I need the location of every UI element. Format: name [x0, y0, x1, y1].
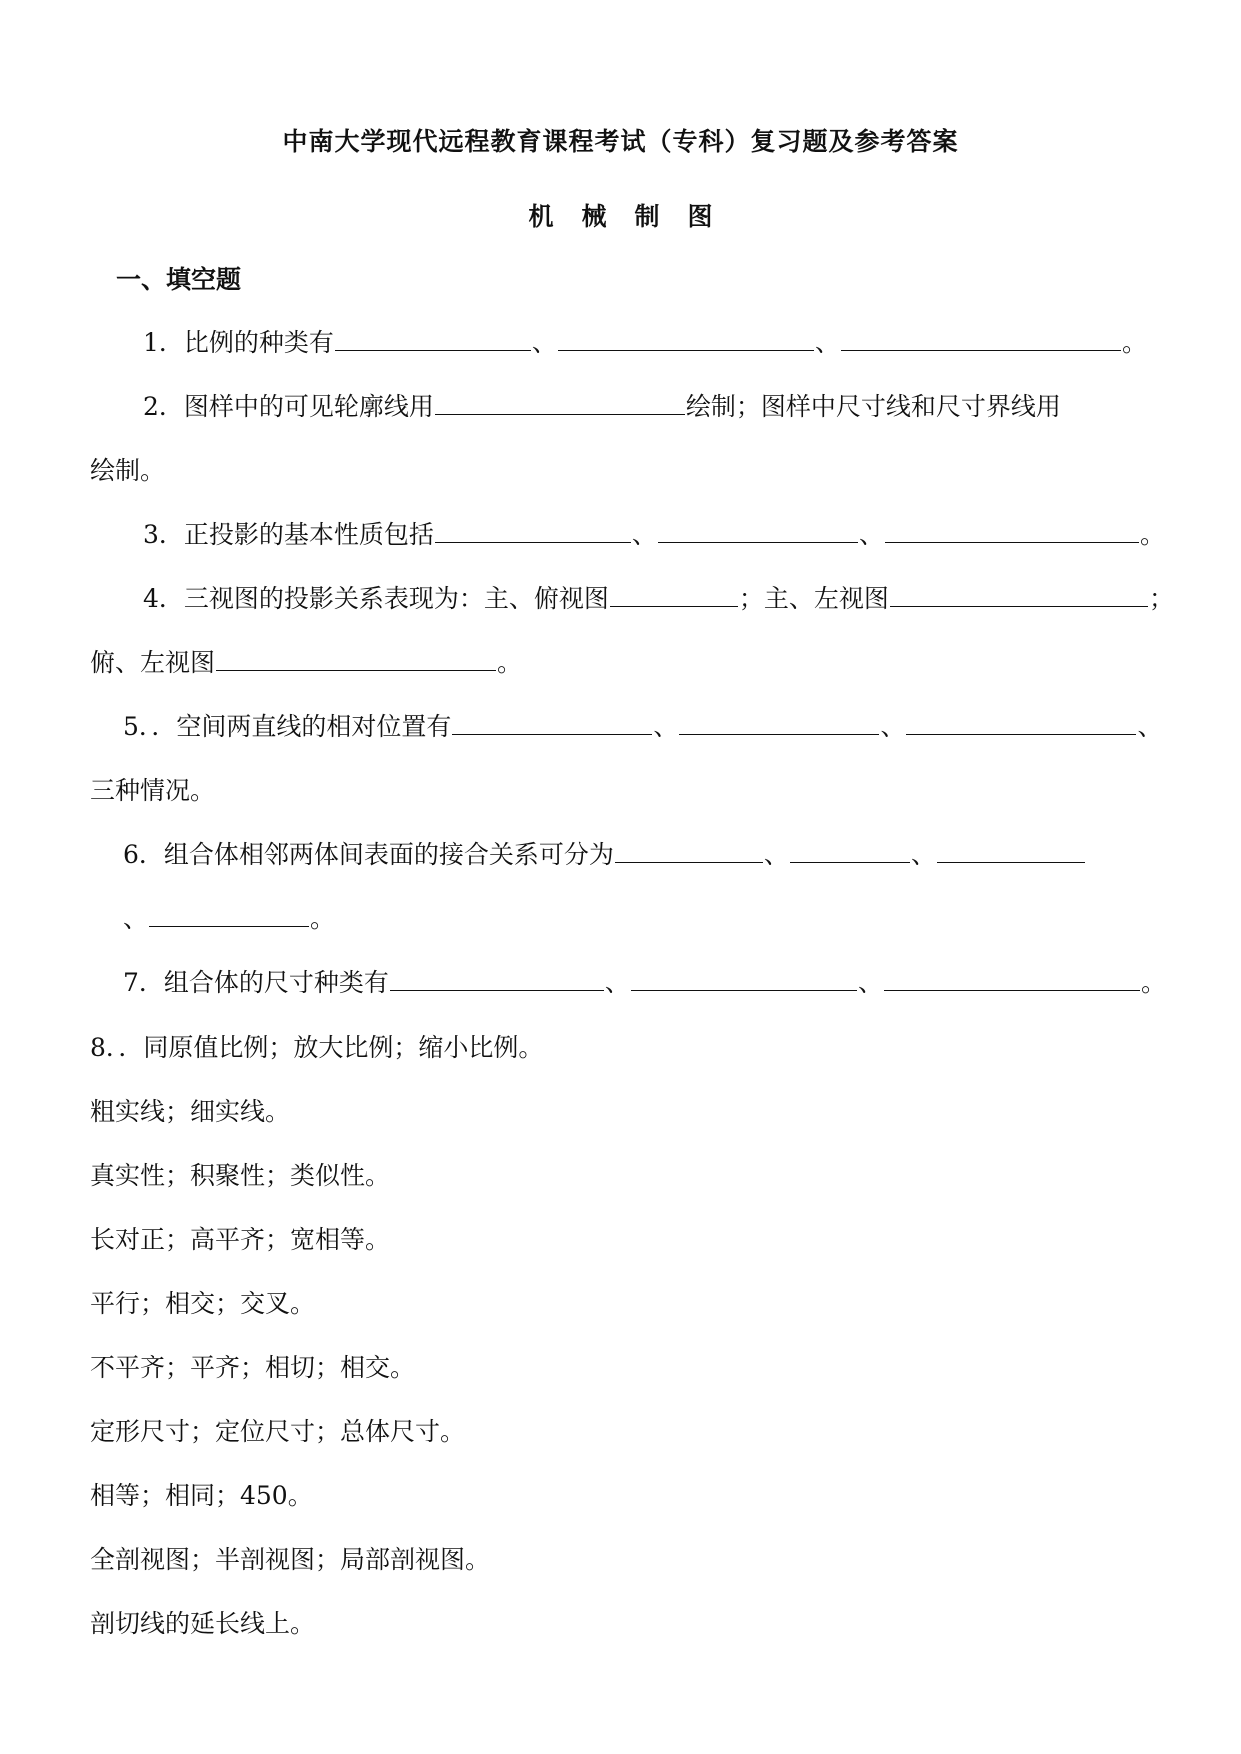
- separator: 、: [814, 328, 840, 357]
- answer-blank: [610, 584, 738, 607]
- line-end: 。: [497, 648, 523, 677]
- answer-blank: [335, 328, 531, 351]
- answer-blank: [435, 392, 685, 415]
- answer-line: 粗实线；细实线。: [90, 1097, 291, 1126]
- question-5: [123, 712, 1162, 742]
- answer-line: 8．．同原值比例；放大比例；缩小比例。: [90, 1033, 544, 1062]
- separator: 、: [858, 520, 884, 549]
- question-6-continued: [123, 904, 335, 934]
- answer-blank: [790, 840, 910, 863]
- separator: 、: [653, 712, 679, 741]
- line-end: 。: [1140, 968, 1166, 997]
- question-2-text-b: 绘制；图样中尺寸线和尺寸界线用: [685, 392, 1061, 421]
- line-end: 。: [1121, 328, 1147, 357]
- question-7: [123, 968, 1166, 998]
- question-2-text: 2．图样中的可见轮廓线用: [143, 392, 434, 421]
- answer-line: 剖切线的延长线上。: [90, 1609, 316, 1638]
- line-end: 。: [1139, 520, 1165, 549]
- answer-blank: [841, 328, 1121, 351]
- answer-blank: [435, 520, 631, 543]
- document-title: 中南大学现代远程教育课程考试（专科）复习题及参考答案: [282, 127, 959, 156]
- answer-line: 平行；相交；交叉。: [90, 1289, 316, 1318]
- separator: 、: [880, 712, 906, 741]
- question-2: [143, 392, 1061, 422]
- answer-blank: [906, 712, 1136, 735]
- answer-line: 相等；相同；450。: [90, 1481, 313, 1510]
- separator: 、: [531, 328, 557, 357]
- separator: 、: [123, 904, 149, 933]
- line-end: ；: [1148, 584, 1174, 613]
- answer-blank: [216, 648, 496, 671]
- line-end: 。: [310, 904, 336, 933]
- question-1-text: 1．比例的种类有: [143, 328, 334, 357]
- question-3: [143, 520, 1165, 550]
- answer-blank: [679, 712, 879, 735]
- question-5-text-b: 三种情况。: [90, 776, 216, 805]
- question-4-continued: [90, 648, 522, 678]
- question-1: [143, 328, 1147, 358]
- answer-blank: [937, 840, 1085, 863]
- question-7-text: 7．组合体的尺寸种类有: [123, 968, 389, 997]
- question-5-text: 5．．空间两直线的相对位置有: [123, 712, 452, 741]
- answer-blank: [390, 968, 604, 991]
- answer-line: 长对正；高平齐；宽相等。: [90, 1225, 391, 1254]
- answer-blank: [615, 840, 763, 863]
- section-heading: 一、填空题: [116, 265, 242, 294]
- answer-blank: [149, 904, 309, 927]
- answer-blank: [884, 968, 1140, 991]
- question-6: [123, 840, 1086, 870]
- answer-line: 全剖视图；半剖视图；局部剖视图。: [90, 1545, 491, 1574]
- answer-blank: [658, 520, 858, 543]
- answer-line: 不平齐；平齐；相切；相交。: [90, 1353, 416, 1382]
- answer-blank: [885, 520, 1139, 543]
- separator: 、: [857, 968, 883, 997]
- question-4-text: 4．三视图的投影关系表现为：主、俯视图: [143, 584, 609, 613]
- answer-blank: [558, 328, 814, 351]
- question-2-text-c: 绘制。: [90, 456, 166, 485]
- separator: 、: [763, 840, 789, 869]
- answer-blank: [890, 584, 1148, 607]
- answer-line: 定形尺寸；定位尺寸；总体尺寸。: [90, 1417, 466, 1446]
- separator: 、: [604, 968, 630, 997]
- question-4-text-b: ；主、左视图: [738, 584, 889, 613]
- question-5-continued: [90, 776, 215, 806]
- separator: 、: [1137, 712, 1163, 741]
- answer-blank: [452, 712, 652, 735]
- question-4: [143, 584, 1174, 614]
- answer-blank: [631, 968, 857, 991]
- separator: 、: [631, 520, 657, 549]
- document-subtitle: 机械制图: [528, 202, 741, 231]
- question-6-text: 6．组合体相邻两体间表面的接合关系可分为: [123, 840, 614, 869]
- question-2-continued: [90, 456, 165, 486]
- question-3-text: 3．正投影的基本性质包括: [143, 520, 434, 549]
- answer-line: 真实性；积聚性；类似性。: [90, 1161, 391, 1190]
- separator: 、: [910, 840, 936, 869]
- question-4-text-d: 俯、左视图: [90, 648, 216, 677]
